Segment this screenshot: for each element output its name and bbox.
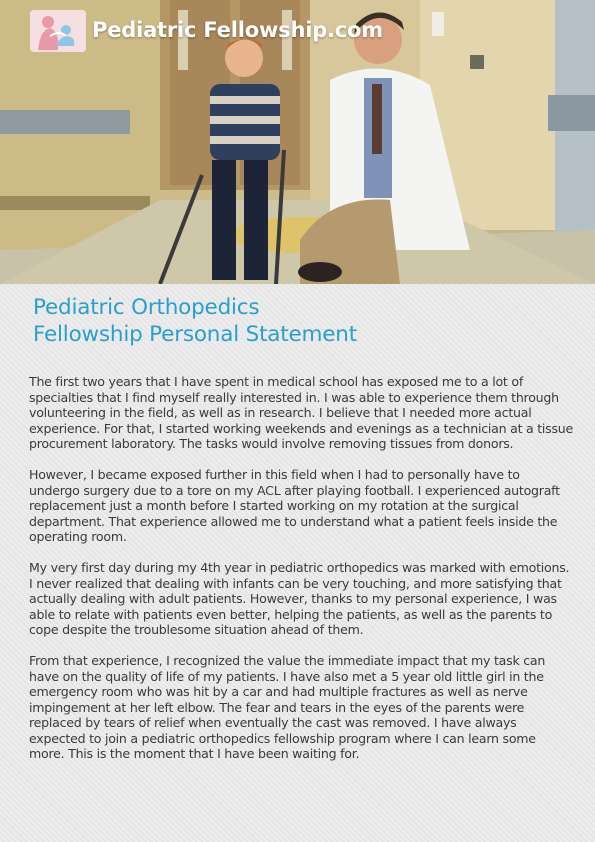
mother-and-baby-icon[interactable] — [30, 10, 86, 52]
article — [0, 284, 595, 842]
title-line-2: Fellowship Personal Statement — [33, 322, 357, 347]
site-title[interactable]: Pediatric Fellowship.com — [92, 18, 383, 42]
hospital-hallway-illustration — [0, 0, 595, 284]
paragraph-1: The first two years that I have spent in medical school has exposed me to a lot of specialties that I find myself really interested in. I was able to experience them through volunteering in the field, as well as in research. I believe that I needed more actual experience. For that, I started working weekends and evenings as a technician at a tissue procurement laboratory. The tasks would involve removing tissues from donors. — [29, 374, 574, 452]
paragraph-3: My very first day during my 4th year in pediatric orthopedics was marked with emotions. I never realized that dealing with infants can be very touching, and more satisfying that actually dealing with adult patients. However, thanks to my personal experience, I was able to relate with patients even better, helping the patients, as well as the parents to cope despite the troublesome situation ahead of them. — [29, 559, 570, 638]
title-line-1: Pediatric Orthopedics — [33, 295, 260, 320]
paragraph-4: From that experience, I recognized the value the immediate impact that my task can have on the quality of life of my patients. I have also met a 5 year old little girl in the emergency room who was hit by a car and had multiple fractures as well as nerve impingement at her left elbow. The fear and tears in the eyes of the parents were replaced by tears of relief when eventually the cast was removed. I have always expected to join a pediatric orthopedics fellowship program where I can learn some more. This is the moment that I have been waiting for. — [29, 652, 546, 762]
paragraph-2: However, I became exposed further in this field when I had to personally have to undergo surgery due to a tore on my ACL after playing football. I experienced autograft replacement just a month before I started working on my rotation at the surgical department. That experience allowed me to understand what a patient feels inside the operating room. — [29, 466, 560, 545]
article-body — [29, 374, 574, 777]
page-title — [33, 294, 573, 348]
hero-photo — [0, 0, 595, 284]
